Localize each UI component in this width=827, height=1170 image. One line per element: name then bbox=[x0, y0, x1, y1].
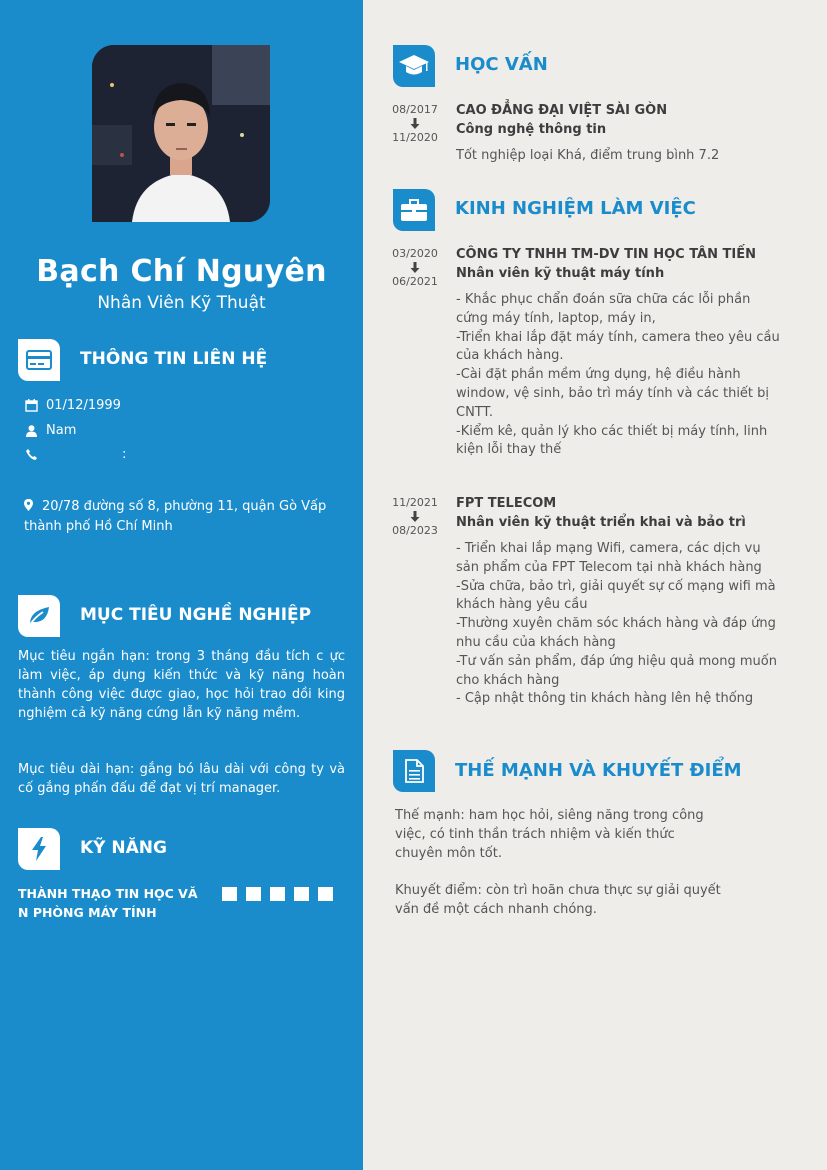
experience-section-title: KINH NGHIỆM LÀM VIỆC bbox=[455, 198, 696, 219]
user-icon bbox=[24, 425, 38, 437]
experience-2-description-wrap bbox=[456, 540, 786, 709]
graduation-cap-icon bbox=[393, 45, 435, 87]
calendar-icon bbox=[24, 399, 38, 412]
experience-1-description: - Khắc phục chẩn đoán sữa chữa các lỗi phần cứng máy tính, laptop, máy in, -Triển khai lắp đặt máy tính, camera theo yêu cầu của khách hàng. -Cài đặt phần mềm ứng dụng, hệ điều hành window, vệ sinh, bảo trì máy tính và các thiết bị CNTT. -Kiểm kê, quản lý kho các thiết bị máy tính, linh kiện lỗi thay thế bbox=[456, 292, 780, 458]
right-column bbox=[363, 0, 827, 1170]
address-value: 20/78 đường số 8, phường 11, quận Gò Vấp thành phố Hồ Chí Minh bbox=[24, 499, 327, 534]
document-icon bbox=[393, 750, 435, 792]
experience-2-dates bbox=[385, 495, 445, 539]
skill-name: THÀNH THẠO TIN HỌC VĂ N PHÒNG MÁY TÍNH bbox=[18, 886, 198, 920]
skill-rating-dot bbox=[270, 887, 285, 901]
left-column bbox=[0, 0, 363, 1170]
experience-2-position: Nhân viên kỹ thuật triển khai và bảo trì bbox=[456, 515, 746, 530]
experience-2-company: FPT TELECOM bbox=[456, 496, 557, 511]
skills-section-title: KỸ NĂNG bbox=[80, 838, 167, 858]
contact-section-title: THÔNG TIN LIÊN HỆ bbox=[80, 349, 268, 369]
skill-rating bbox=[222, 887, 333, 901]
gender-row bbox=[24, 423, 76, 438]
education-end-date: 11/2020 bbox=[392, 131, 438, 144]
experience-1-description-wrap bbox=[456, 291, 786, 460]
skill-rating-dot bbox=[294, 887, 309, 901]
skill-rating-dot bbox=[246, 887, 261, 901]
phone-icon bbox=[24, 449, 38, 460]
experience-2-start-date: 11/2021 bbox=[392, 496, 438, 509]
skill-rating-dot bbox=[222, 887, 237, 901]
experience-1-start-date: 03/2020 bbox=[392, 247, 438, 260]
job-title: Nhân Viên Kỹ Thuật bbox=[97, 293, 266, 313]
strengths-section-title: THẾ MẠNH VÀ KHUYẾT ĐIỂM bbox=[455, 760, 742, 781]
arrow-down-icon bbox=[410, 118, 420, 130]
education-description: Tốt nghiệp loại Khá, điểm trung bình 7.2 bbox=[456, 148, 720, 163]
gender-value: Nam bbox=[46, 423, 77, 438]
experience-1-company: CÔNG TY TNHH TM-DV TIN HỌC TÂN TIẾN bbox=[456, 247, 756, 262]
phone-value: : bbox=[122, 447, 127, 462]
experience-2-end-date: 08/2023 bbox=[392, 524, 438, 537]
education-major: Công nghệ thông tin bbox=[456, 122, 607, 137]
education-start-date: 08/2017 bbox=[392, 103, 438, 116]
experience-1-dates bbox=[385, 246, 445, 290]
education-dates bbox=[385, 102, 445, 146]
skill-rating-dot bbox=[318, 887, 333, 901]
experience-1-position: Nhân viên kỹ thuật máy tính bbox=[456, 266, 665, 281]
experience-1-end-date: 06/2021 bbox=[392, 275, 438, 288]
long-term-objective: Mục tiêu dài hạn: gắng bó lâu dài với công ty và cố gắng phấn đấu để đạt vị trí manager. bbox=[18, 762, 345, 796]
short-term-objective: Mục tiêu ngắn hạn: trong 3 tháng đầu tích c ực làm việc, áp dụng kiến thức và kỹ năng hoàn thành công việc được giao, học hỏi trao dồi king nghiệm cả kỹ năng cứng lẫn kỹ năng mềm. bbox=[18, 649, 345, 721]
arrow-down-icon bbox=[410, 262, 420, 274]
lightning-icon bbox=[18, 828, 60, 870]
map-marker-icon bbox=[24, 498, 38, 517]
profile-photo bbox=[92, 45, 270, 222]
experience-2-description: - Triển khai lắp mạng Wifi, camera, các dịch vụ sản phẩm của FPT Telecom tại nhà khách hàng -Sửa chữa, bảo trì, giải quyết sự cố mạng wifi mà khách hàng yêu cầu -Thường xuyên chăm sóc khách hàng và đáp ứng nhu cầu của khách hàng -Tư vấn sản phẩm, đáp ứng hiệu quả mong muốn cho khách hàng - Cập nhật thông tin khách hàng lên hệ thống bbox=[456, 541, 777, 707]
birthday-row bbox=[24, 398, 121, 413]
strengths-text: Thế mạnh: ham học hỏi, siêng năng trong công việc, có tinh thần trách nhiệm và kiến thức chuyên môn tốt. bbox=[395, 808, 704, 861]
arrow-down-icon bbox=[410, 511, 420, 523]
phone-row bbox=[24, 447, 126, 462]
address-row bbox=[24, 497, 354, 536]
weaknesses-text: Khuyết điểm: còn trì hoãn chưa thực sự giải quyết vấn đề một cách nhanh chóng. bbox=[395, 883, 721, 917]
contact-card-icon bbox=[18, 339, 60, 381]
briefcase-icon bbox=[393, 189, 435, 231]
leaf-icon bbox=[18, 595, 60, 637]
education-school: CAO ĐẲNG ĐẠI VIỆT SÀI GÒN bbox=[456, 103, 668, 118]
objective-section-title: MỤC TIÊU NGHỀ NGHIỆP bbox=[80, 605, 312, 625]
birthday-value: 01/12/1999 bbox=[46, 398, 121, 413]
education-section-title: HỌC VẤN bbox=[455, 54, 548, 75]
full-name: Bạch Chí Nguyên bbox=[36, 254, 327, 289]
